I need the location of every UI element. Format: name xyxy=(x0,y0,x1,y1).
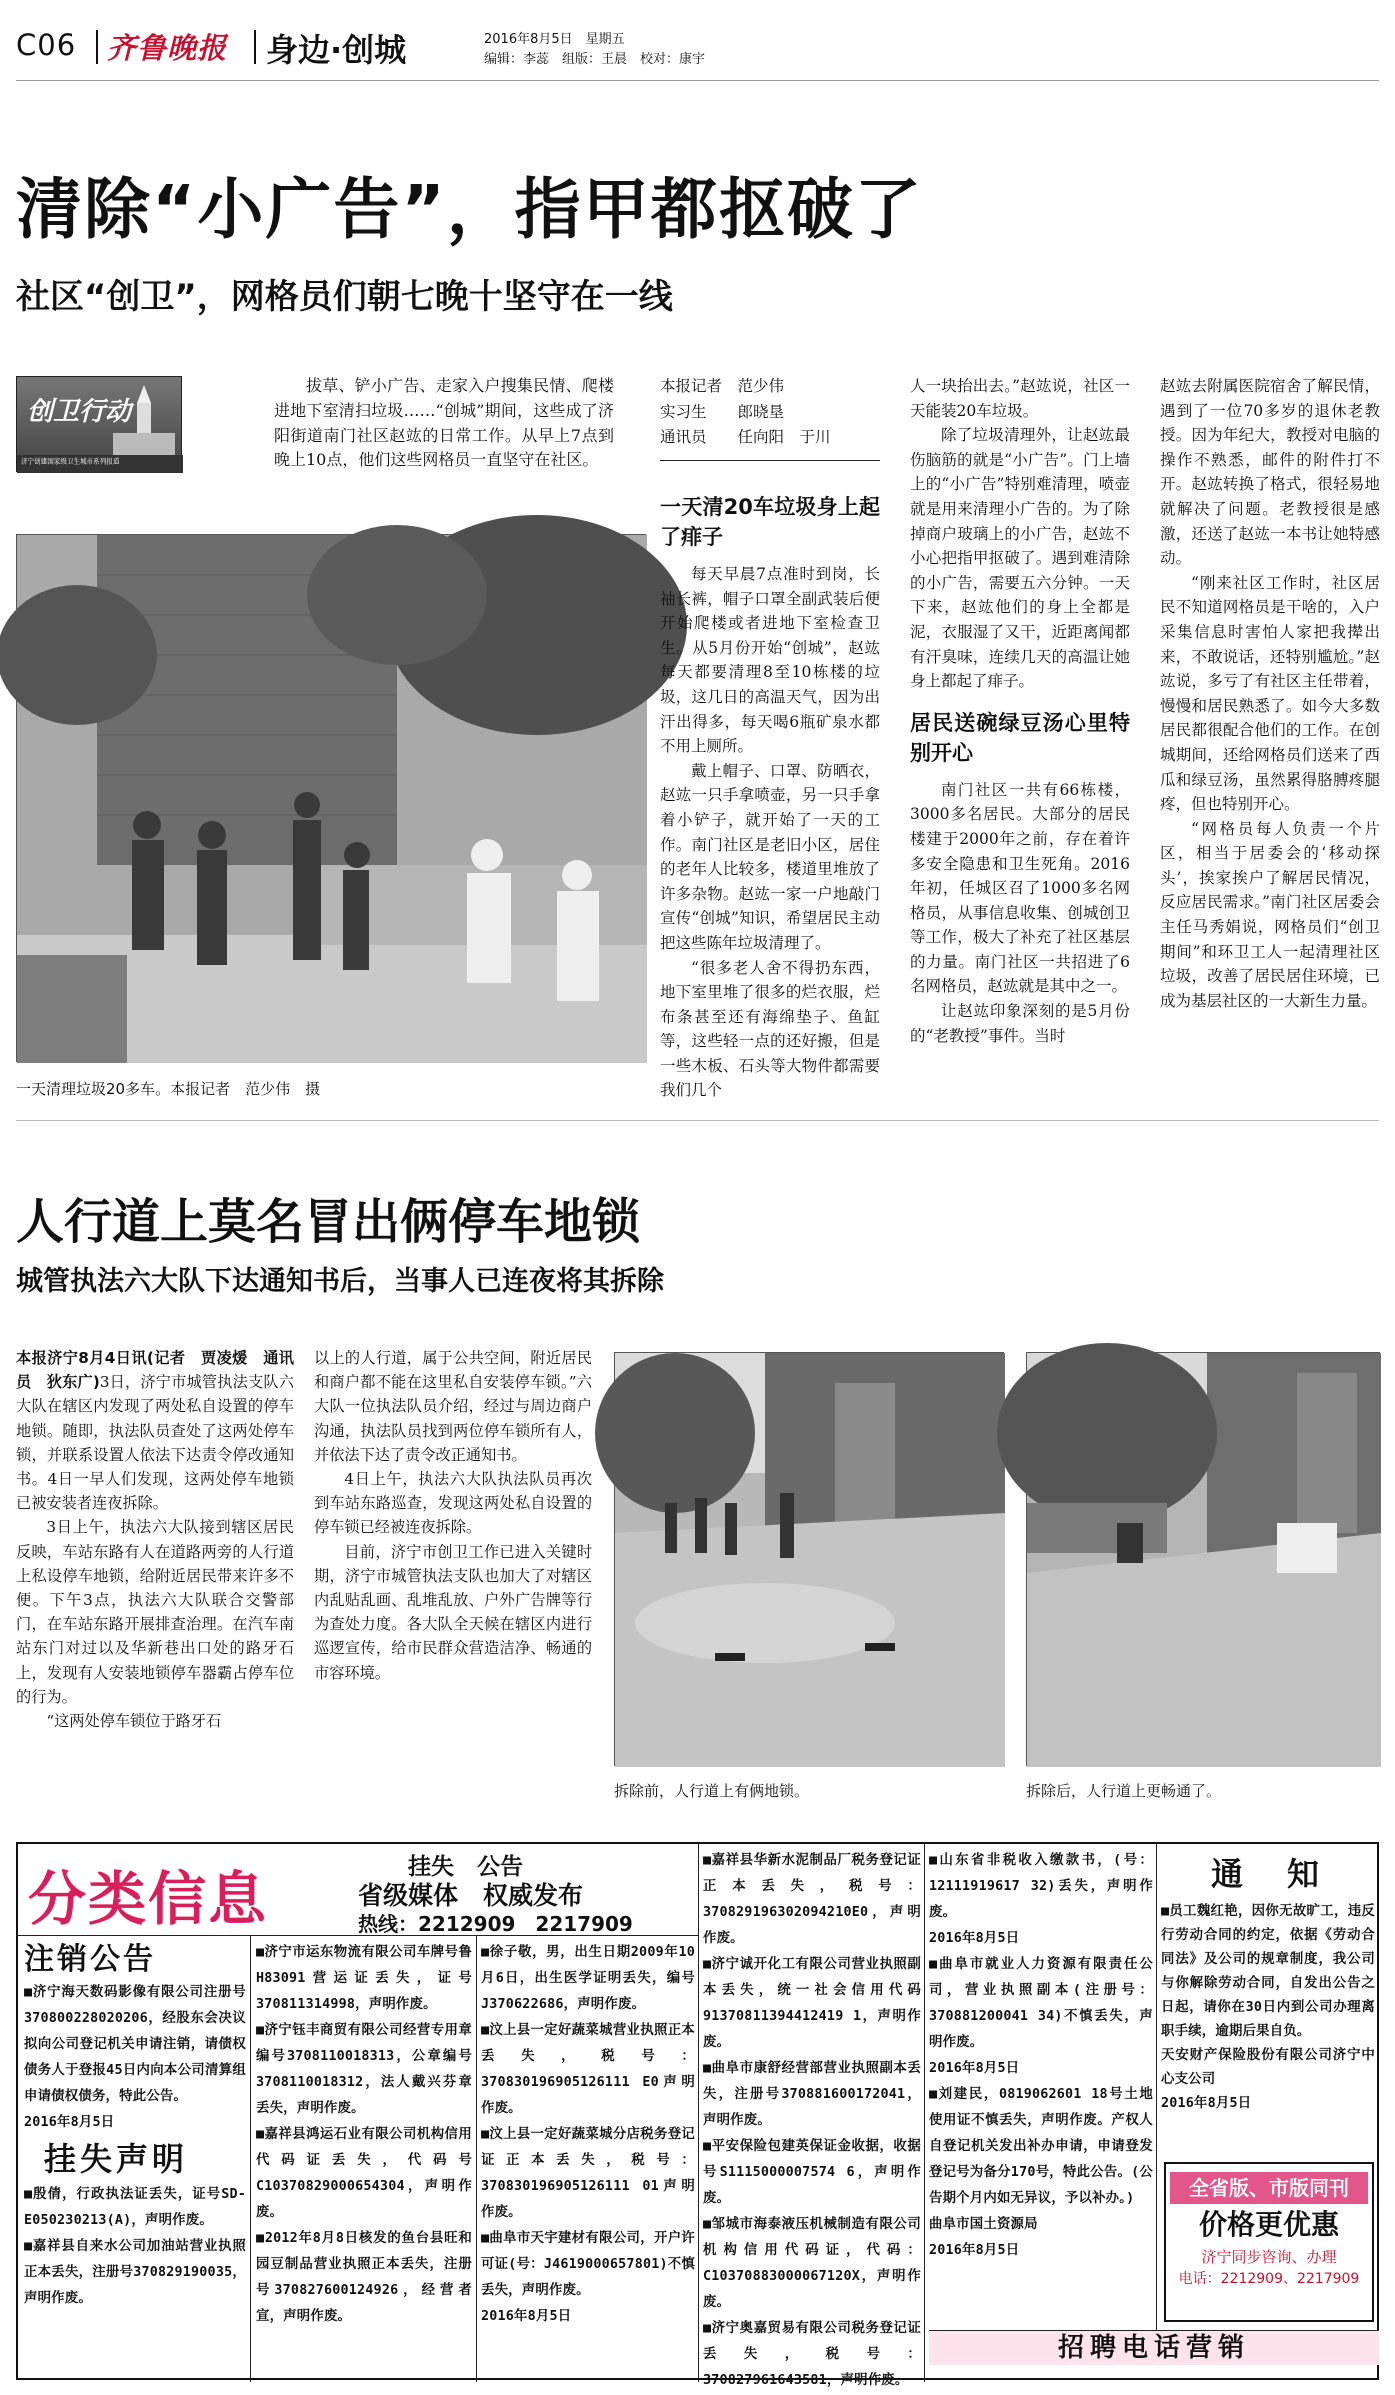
before-photo-scene xyxy=(615,1353,1005,1767)
notice-date: 2016年8月5日 xyxy=(1161,2096,1252,2111)
after-photo xyxy=(1026,1352,1380,1766)
photo-caption: 一天清理垃圾20多车。本报记者 范少伟 摄 xyxy=(16,1080,321,1098)
c1p2: 戴上帽子、口罩、防晒衣，赵竑一只手拿喷壶，另一只手拿着小铲子，就开始了一天的工作。南门社区是老旧小区，居住的老年人比较多，楼道里堆放了许多杂物。赵竑一家一户地敲门宣传“创城”知识，希望居民主动把这些陈年垃圾清理了。 xyxy=(660,761,880,952)
after-caption: 拆除后，人行道上更畅通了。 xyxy=(1026,1782,1222,1800)
cls-col-2 xyxy=(256,1940,472,2380)
page-number: C06 xyxy=(16,28,77,62)
cls3-item-1: ■徐子敬，男，出生日期2009年10月6日，出生医学证明丢失，编号J370622686，声明作废。 xyxy=(481,1945,695,2012)
story-separator xyxy=(16,1120,1379,1121)
dateline-text: 本报济宁8月4日讯(记者 贾凌煖 通讯员 狄东广) xyxy=(16,1349,294,1392)
story2-headline: 人行道上莫名冒出俩停车地锁 xyxy=(16,1194,641,1250)
cls-divider-2 xyxy=(476,1936,477,2382)
s2c2p1: 以上的人行道，属于公共空间，附近居民和商户都不能在这里私自安装停车锁。”六大队一位执法队员介绍，经过与周边商户沟通，执法队员找到两位停车锁所有人，并依法下达了责令改正通知书。 xyxy=(314,1349,592,1464)
c2p1: 人一块抬出去。”赵竑说，社区一天能装20车垃圾。 xyxy=(910,377,1130,420)
byline-3: 通讯员 任向阳 于川 xyxy=(660,428,831,446)
c2p4: 让赵竑印象深刻的是5月份的“老教授”事件。当时 xyxy=(910,1002,1130,1045)
notice-title: 通 知 xyxy=(1210,1855,1325,1893)
after-photo-scene xyxy=(1027,1353,1381,1767)
cls5-item-3-org: 曲阜市国土资源局 xyxy=(929,2217,1038,2232)
weekday: 星期五 xyxy=(585,32,625,47)
cls4-item-2: ■济宁诚开化工有限公司营业执照副本丢失，统一社会信用代码91370811394412419 1，声明作废。 xyxy=(703,1957,921,2050)
promo-line-1: 全省版、市版同刊 xyxy=(1170,2172,1368,2204)
cls5-item-2: ■曲阜市就业人力资源有限责任公司，营业执照副本(注册号：370881200041 34)不慎丢失，声明作废。 xyxy=(929,1957,1153,2050)
subhead-garbage: 一天清20车垃圾身上起了痱子 xyxy=(660,495,880,549)
header-divider-2 xyxy=(254,30,256,64)
loss-item-2: ■嘉祥县自来水公司加油站营业执照正本丢失，注册号370829190035，声明作废。 xyxy=(24,2239,246,2306)
c3p1: 赵竑去附属医院宿舍了解民情，遇到了一位70多岁的退休老教授。因为年纪大，教授对电脑的操作不熟悉，邮件的附件打不开。赵竑转换了格式，很轻易地就解决了问题。老教授很是感激，还送了赵竑一本书让她特感动。 xyxy=(1160,377,1380,568)
c2p2: 除了垃圾清理外，让赵竑最伤脑筋的就是“小广告”。门上墙上的“小广告”特别难清理，喷壶就是用来清理小广告的。为了除掉商户玻璃上的小广告，赵竑不小心把指甲抠破了。遇到难清除的小广告，需要五六分钟。一天下来，赵竑他们的身上全都是泥，衣服湿了又干，近距离闻都有汗臭味，连续几天的高温让她身上都起了痱子。 xyxy=(910,426,1130,691)
notice-body: ■员工魏红艳，因你无故旷工，违反行劳动合同的约定，依据《劳动合同法》及公司的规章制度，我公司与你解除劳动合同，自发出公告之日起，请你在30日内到公司办理离职手续，逾期后果自负。 xyxy=(1161,1904,1375,2039)
promo-line-3: 济宁同步咨询、办理 xyxy=(1201,2248,1337,2266)
story1-column-c xyxy=(1160,374,1380,1064)
cancel-notice-body: ■济宁海天数码影像有限公司注册号370800228020206，经股东会决议拟向公司登记机关申请注销，请债权债务人于登报45日内向本公司清算组申请债权债务，特此公告。 xyxy=(24,1985,246,2104)
cls5-item-2-date: 2016年8月5日 xyxy=(929,2061,1020,2076)
story1-column-b xyxy=(910,374,1130,1064)
slogan-1: 挂失 公告 xyxy=(408,1854,523,1880)
s2c1p1: 3日，济宁市城管执法支队六大队在辖区内发现了两处私自设置的停车地锁。随即，执法队员查处了这两处停车锁，并联系设置人依法下达责令停改通知书。4日一早人们发现，这两处停车地锁已被安装者连夜拆除。 xyxy=(16,1373,294,1513)
cls2-item-2: ■济宁钰丰商贸有限公司经营专用章编号3708110018313，公章编号3708110018312，法人戴兴芬章丢失，声明作废。 xyxy=(256,2023,472,2116)
header-rule xyxy=(16,80,1379,81)
promo-line-4: 电话：2212909、2217909 xyxy=(1178,2271,1360,2287)
story2-subheadline: 城管执法六大队下达通知书后，当事人已连夜将其拆除 xyxy=(16,1266,664,1297)
c3p3: “网格员每人负责一个片区，相当于居委会的‘移动探头’，挨家挨户了解居民情况，反应居民需求。”南门社区居委会主任马秀娟说，网格员们“创卫期间”和环卫工人一起清理社区垃圾，改善了居民居住环境，已成为基层社区的一大新生力量。 xyxy=(1160,819,1380,1010)
cls5-item-3-date: 2016年8月5日 xyxy=(929,2243,1020,2258)
story1-lead xyxy=(274,374,614,500)
recruit-title: 招聘电话营销 xyxy=(929,2331,1379,2365)
promo-line-2: 价格更优惠 xyxy=(1198,2208,1339,2241)
s2c1p2: 3日上午，执法六大队接到辖区居民反映，车站东路有人在道路两旁的人行道上私设停车地锁，给附近居民带来许多不便。下午3点，执法六大队联合交警部门，在车站东路开展排查治理。在汽车南站东门对过以及华新巷出口处的路牙石上，发现有人安装地锁停车器霸占停车位的行为。 xyxy=(16,1518,294,1706)
c1p1: 每天早晨7点准时到岗，长袖长裤，帽子口罩全副武装后便开始爬楼或者进地下室检查卫生。从5月份开始“创城”，赵竑每天都要清理8至10栋楼的垃圾，这几日的高温天气，因为出汗出得多，每天喝6瓶矿泉水都不用上厕所。 xyxy=(660,565,880,756)
c2p3: 南门社区一共有66栋楼，3000多名居民。大部分的居民楼建于2000年之前，存在着许多安全隐患和卫生死角。2016年初，任城区召了1000多名网格员，从事信息收集、创城创卫等工作，极大了补充了社区基层的力量。南门社区一共招进了6名网格员，赵竑就是其中之一。 xyxy=(910,780,1130,996)
cls3-item-3: ■汶上县一定好蔬菜城分店税务登记证正本丢失，税号：370830196905126111 01声明作废。 xyxy=(481,2127,695,2220)
promo-box xyxy=(1164,2162,1374,2322)
cls3-date: 2016年8月5日 xyxy=(481,2309,572,2324)
story2-column-b xyxy=(314,1346,592,1822)
cls-divider-5 xyxy=(1156,1844,1157,2334)
cls4-item-4: ■平安保险包建英保证金收据，收据号S1115000007574 6，声明作废。 xyxy=(703,2139,921,2206)
cls5-item-1: ■山东省非税收入缴款书，(号：12111919617 32)丢失，声明作废。 xyxy=(929,1853,1153,1920)
cls-divider-3 xyxy=(698,1844,699,2382)
cls4-item-6: ■济宁奥嘉贸易有限公司税务登记证丢失，税号：370827961643581，声明作废。 xyxy=(703,2321,921,2388)
story1-headline: 清除“小广告”，指甲都抠破了 xyxy=(16,171,923,248)
cls3-item-4: ■曲阜市天宇建材有限公司，开户许可证(号：J4619000657801)不慎丢失，声明作废。 xyxy=(481,2231,695,2298)
lead-text: 拔草、铲小广告、走家入户搜集民情、爬楼进地下室清扫垃圾……“创城”期间，这些成了济阳街道南门社区赵竑的日常工作。从早上7点到晚上10点，他们这些网格员一直坚守在社区。 xyxy=(274,376,614,470)
cancel-notice-date: 2016年8月5日 xyxy=(24,2115,115,2130)
story1-subheadline: 社区“创卫”，网格员们朝七晚十坚守在一线 xyxy=(16,277,673,317)
notice-org: 天安财产保险股份有限公司济宁中心支公司 xyxy=(1161,2048,1375,2087)
c3p2: “刚来社区工作时，社区居民不知道网格员是干啥的，入户采集信息时害怕人家把我撵出来，不敢说话，还特别尴尬。”赵竑说，多亏了有社区主任带着，慢慢和居民熟悉了。如今大多数居民都很配合他们的工作。在创城期间，还给网格员们送来了西瓜和绿豆汤，虽然累得胳膊疼腿疼，但也特别开心。 xyxy=(1160,573,1380,814)
cleanup-photo-scene xyxy=(17,535,647,1063)
s2c2p2: 4日上午，执法六大队执法队员再次到车站东路巡查，发现这两处私自设置的停车锁已经被连夜拆除。 xyxy=(314,1470,592,1537)
before-caption: 拆除前，人行道上有俩地锁。 xyxy=(614,1782,810,1800)
byline-1: 本报记者 范少伟 xyxy=(660,377,785,395)
cls3-item-2: ■汶上县一定好蔬菜城营业执照正本丢失，税号：370830196905126111 E0声明作废。 xyxy=(481,2023,695,2116)
story2-column-a xyxy=(16,1346,294,1822)
cls-col-4 xyxy=(703,1848,921,2388)
badge-subtitle: 济宁创建国家级卫生城市系列报道 xyxy=(21,457,120,466)
cleanup-photo xyxy=(16,534,646,1062)
cls-col-1 xyxy=(24,1940,246,2380)
byline-rule xyxy=(660,460,880,461)
cls5-item-3: ■刘建民，0819062601 18号土地使用证不慎丢失，声明作废。产权人自登记机关发出补办申请，申请登发登记号为备分170号，特此公告。(公告期个月内如无异议，予以补办。) xyxy=(929,2087,1153,2206)
s2c2p3: 目前，济宁市创卫工作已进入关键时期，济宁市城管执法支队也加大了对辖区内乱贴乱画、乱堆乱放、户外广告牌等行为查处力度。各大队全天候在辖区内进行巡逻宣传，给市民群众营造洁净、畅通的市容环境。 xyxy=(314,1542,592,1682)
cls5-item-1-date: 2016年8月5日 xyxy=(929,1931,1020,1946)
cls4-item-5: ■邹城市海泰液压机械制造有限公司机构信用代码证，代码：C10370883000067120X，声明作废。 xyxy=(703,2217,921,2310)
loss-item-1: ■殷倩，行政执法证丢失，证号SD-E050230213(A)，声明作废。 xyxy=(24,2187,246,2228)
brand-block xyxy=(18,1844,698,1936)
cancel-notice-title: 注销公告 xyxy=(24,1942,156,1977)
story1-column-a xyxy=(660,478,880,1100)
slogan-2: 省级媒体 权威发布 xyxy=(358,1881,584,1910)
paper-logo: 齐鲁晚报 xyxy=(107,31,228,65)
loss-notice-title: 挂失声明 xyxy=(44,2140,189,2178)
cls-divider-1 xyxy=(250,1936,251,2382)
badge-title: 创卫行动 xyxy=(27,397,132,427)
issue-date xyxy=(484,28,625,47)
cls2-item-1: ■济宁市运东物流有限公司车牌号鲁H83091营运证丢失，证号370811314998，声明作废。 xyxy=(256,1945,472,2012)
classified-brand: 分类信息 xyxy=(28,1865,269,1933)
s2c1p3: “这两处停车锁位于路牙石 xyxy=(46,1712,222,1731)
series-badge xyxy=(16,376,182,472)
credits: 编辑：李蕊 组版：王晨 校对：康宇 xyxy=(484,52,706,67)
hotline: 热线：2212909 2217909 xyxy=(358,1912,633,1936)
cls-col-3 xyxy=(481,1940,695,2380)
cls-col-5 xyxy=(929,1848,1153,2330)
subhead-mungbean: 居民送碗绿豆汤心里特别开心 xyxy=(910,710,1130,765)
recruit-box xyxy=(929,2330,1379,2380)
cls4-item-1: ■嘉祥县华新水泥制品厂税务登记证正本丢失，税号：370829196302094210E0，声明作废。 xyxy=(703,1853,921,1946)
cls2-item-4: ■2012年8月8日核发的鱼台县旺和园豆制品营业执照正本丢失，注册号370827600124926，经营者宣，声明作废。 xyxy=(256,2231,472,2324)
classified-section xyxy=(16,1842,1379,2388)
header-divider-1 xyxy=(96,30,98,64)
before-photo xyxy=(614,1352,1004,1766)
cls-divider-4 xyxy=(924,1844,925,2382)
section-name: 身边·创城 xyxy=(266,31,407,69)
date: 2016年8月5日 xyxy=(484,32,573,47)
c1p3: “很多老人舍不得扔东西，地下室里堆了很多的烂衣服，烂布条甚至还有海绵垫子、鱼缸等，这些轻一点的还好搬，但是一些木板、石头等大物件都需要我们几个 xyxy=(660,958,880,1100)
cls4-item-3: ■曲阜市康舒经营部营业执照副本丢失，注册号370881600172041，声明作废。 xyxy=(703,2061,921,2128)
story1-byline xyxy=(660,374,880,454)
cls2-item-3: ■嘉祥县鸿运石业有限公司机构信用代码证丢失，代码号C10370829000654304，声明作废。 xyxy=(256,2127,472,2220)
cls-col-6 xyxy=(1161,1848,1375,2160)
byline-2: 实习生 郎晓垦 xyxy=(660,402,785,421)
